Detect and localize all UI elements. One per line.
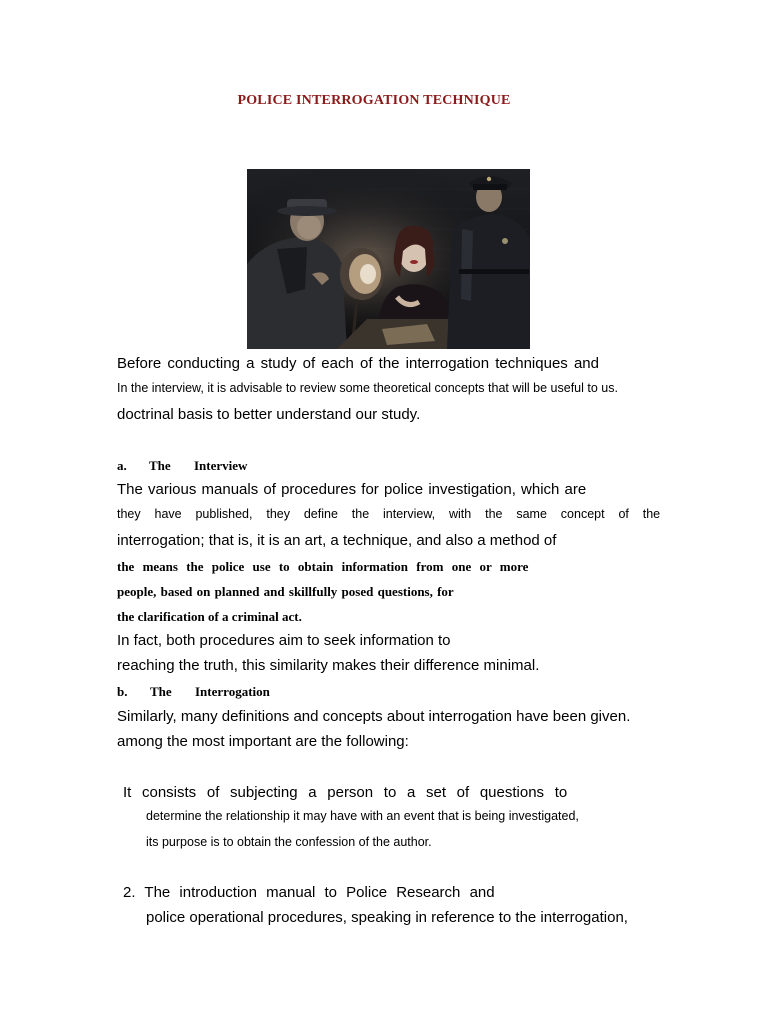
section-b-word: Interrogation <box>195 684 270 699</box>
section-a-line-3: interrogation; that is, it is an art, a technique, and also a method of <box>117 532 557 549</box>
intro-line-2: In the interview, it is advisable to review some theoretical concepts that will be useful to us. <box>117 381 618 395</box>
section-a-after-1: In fact, both procedures aim to seek information to <box>117 632 451 649</box>
intro-line-1-text: Before conducting a study of each of the interrogation techniques and <box>117 355 599 372</box>
section-a-bold-line-1: the means the police use to obtain information from one or more <box>117 559 529 574</box>
item-1-first-line: It consists of subjecting a person to a set of questions to <box>123 784 568 801</box>
section-a-word: Interview <box>194 458 248 473</box>
item-2-line-2: police operational procedures, speaking in reference to the interrogation, <box>146 909 628 926</box>
interrogation-photo <box>247 169 530 349</box>
section-a-line-1: The various manuals of procedures for police investigation, which are <box>117 481 587 498</box>
section-a-article: The <box>149 458 171 473</box>
section-b-marker: b. <box>117 684 128 699</box>
section-b-heading <box>117 684 270 700</box>
section-a-bold-line-3: the clarification of a criminal act. <box>117 609 302 624</box>
noir-scene-illustration <box>247 169 530 349</box>
section-a-after-2: reaching the truth, this similarity makes their difference minimal. <box>117 657 540 674</box>
document-title: POLICE INTERROGATION TECHNIQUE <box>237 93 511 108</box>
section-a-heading <box>117 458 247 474</box>
section-a-marker: a. <box>117 458 127 473</box>
section-b-line-2: among the most important are the following: <box>117 733 409 750</box>
item-2-first-line: 2. The introduction manual to Police Research and <box>123 884 495 901</box>
item-1-line-2: determine the relationship it may have with an event that is being investigated, <box>146 809 579 823</box>
section-a-bold-line-2: people, based on planned and skillfully posed questions, for <box>117 584 454 599</box>
intro-line-3: doctrinal basis to better understand our study. <box>117 406 421 423</box>
section-b-line-1: Similarly, many definitions and concepts about interrogation have been given. <box>117 708 631 725</box>
section-a-line-2: they have published, they define the interview, with the same concept of the <box>117 507 661 521</box>
item-1-line-3: its purpose is to obtain the confession of the author. <box>146 835 432 849</box>
section-b-article: The <box>150 684 172 699</box>
intro-line-1 <box>117 355 607 372</box>
